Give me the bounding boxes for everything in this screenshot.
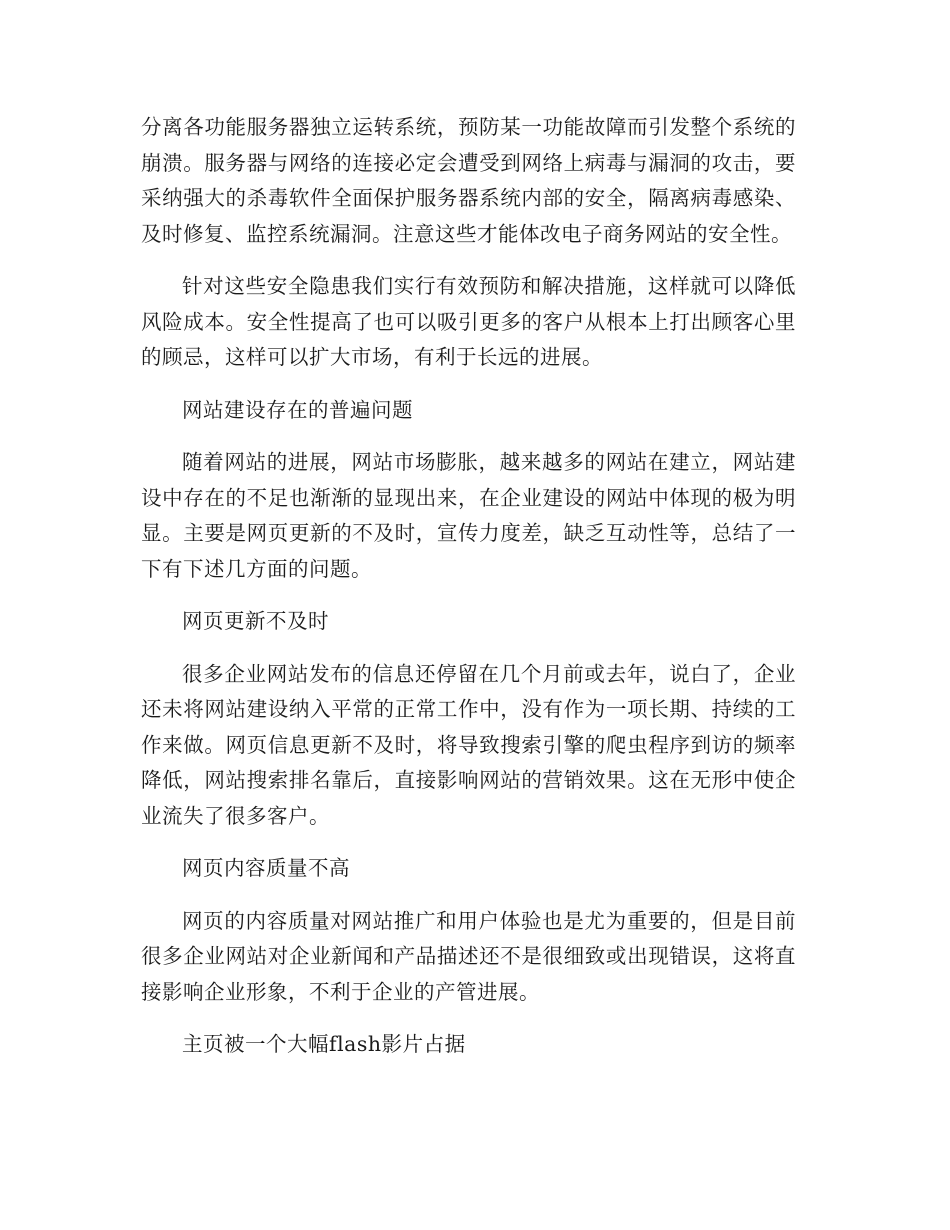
section-heading-flash-homepage: 主页被一个大幅flash影片占据 xyxy=(182,1032,466,1056)
section-heading-content-quality: 网页内容质量不高 xyxy=(182,856,350,880)
paragraph-server-security: 分离各功能服务器独立运转系统，预防某一功能故障而引发整个系统的崩溃。服务器与网络的连接必定会遭受到网络上病毒与漏洞的攻击，要采纳强大的杀毒软件全面保护服务器系统内部的安全，隔离病毒感染、及时修复、监控系统漏洞。注意这些才能体改电子商务网站的安全性。 xyxy=(141,115,796,246)
section-heading-update-lag: 网页更新不及时 xyxy=(182,609,329,633)
section-heading-common-problems: 网站建设存在的普遍问题 xyxy=(182,397,413,422)
paragraph-stale-info: 很多企业网站发布的信息还停留在几个月前或去年，说白了，企业还未将网站建设纳入平常的正常工作中，没有作为一项长期、持续的工作来做。网页信息更新不及时，将导致搜索引擎的爬虫程序到访的频率降低，网站搜索排名靠后，直接影响网站的营销效果。这在无形中使企业流失了很多客户。 xyxy=(141,661,796,828)
paragraph-content-quality: 网页的内容质量对网站推广和用户体验也是尤为重要的，但是目前很多企业网站对企业新闻和产品描述还不是很细致或出现错误，这将直接影响企业形象，不利于企业的产管进展。 xyxy=(141,908,796,1004)
paragraph-risk-prevention: 针对这些安全隐患我们实行有效预防和解决措施，这样就可以降低风险成本。安全性提高了也可以吸引更多的客户从根本上打出顾客心里的顾忌，这样可以扩大市场，有利于长远的进展。 xyxy=(141,274,796,369)
paragraph-website-growth: 随着网站的进展，网站市场膨胀，越来越多的网站在建立，网站建设中存在的不足也渐渐的显现出来，在企业建设的网站中体现的极为明显。主要是网页更新的不及时，宣传力度差，缺乏互动性等，总结了一下有下述几方面的问题。 xyxy=(141,450,796,581)
document-body xyxy=(141,110,796,1080)
